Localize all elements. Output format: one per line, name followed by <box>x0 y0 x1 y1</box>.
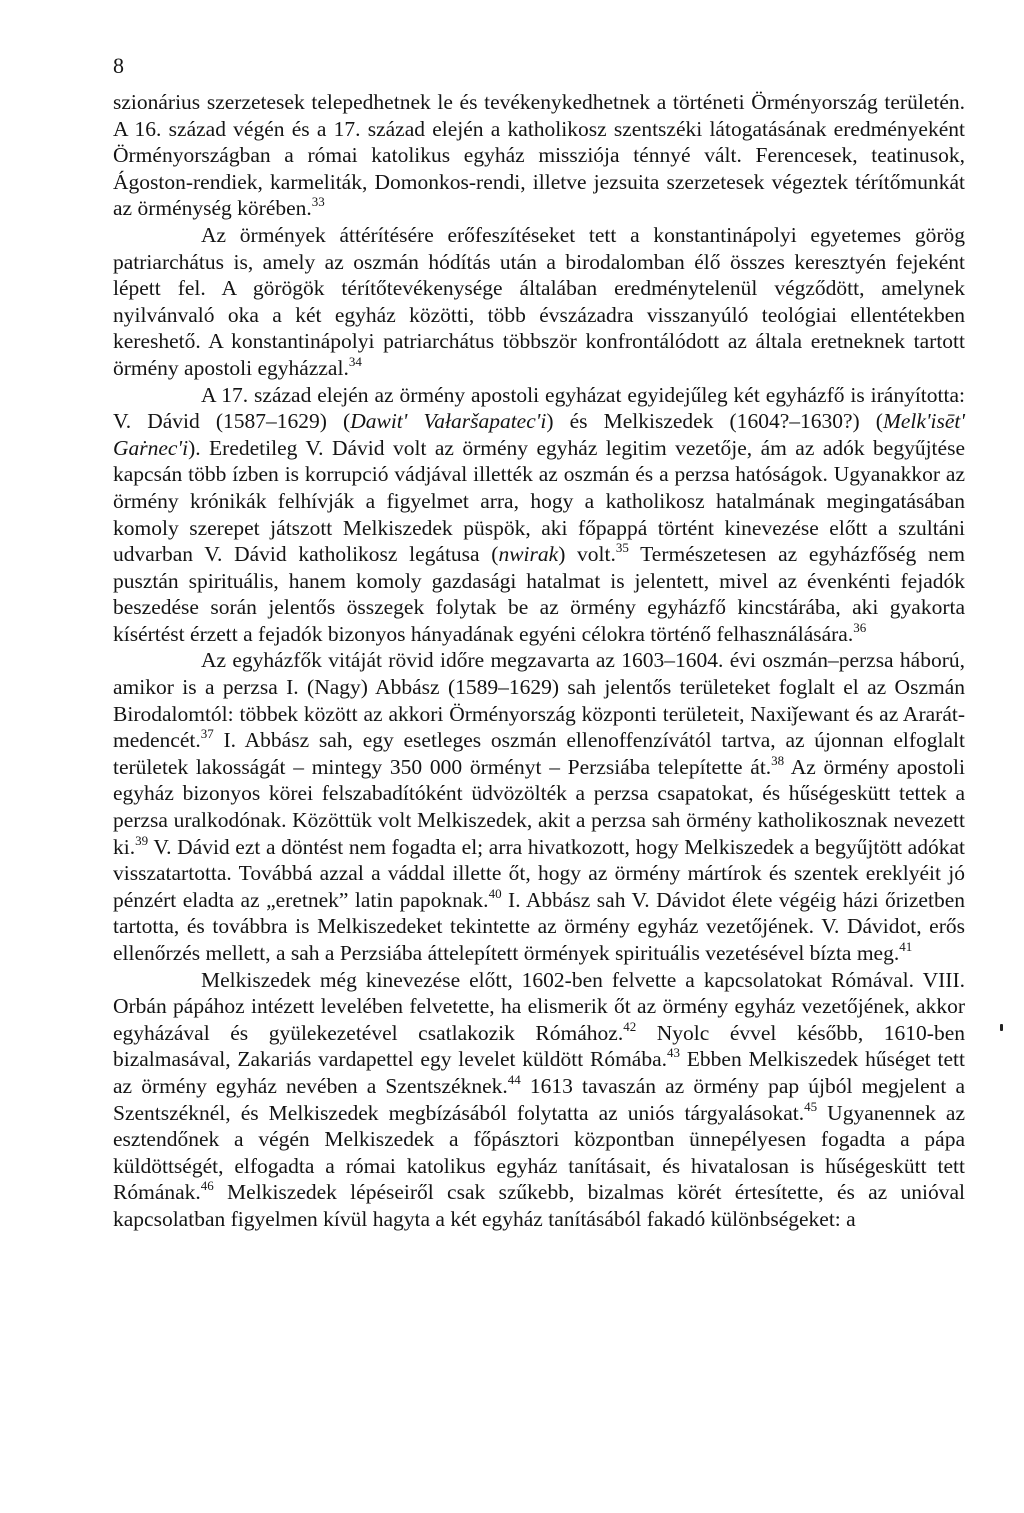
italic-term: Dawit' Vałaršapatec'i <box>350 409 547 434</box>
text-run: Nyolc évvel később, 1610-ben bizalmasával, Zakariás vardapettel egy levelet küldött Rómába. <box>113 1020 965 1072</box>
footnote-ref: 33 <box>311 194 325 210</box>
footnote-ref: 36 <box>853 619 867 635</box>
footnote-ref: 39 <box>135 832 149 848</box>
footnote-ref: 37 <box>200 726 214 742</box>
text-run: Ugyanennek az esztendőnek a végén Melkiszedek a főpásztori központban ünnepélyesen fogadta a pápa küldöttségét, elfogadta a római katolikus egyház tanításait, és hivatalosan is hűségeskütt tett Rómának. <box>113 1100 966 1205</box>
italic-term: Melk'isēt' Gaṙnec'i <box>113 409 966 460</box>
text-run: Melkiszedek még kinevezése előtt, 1602-ben felvette a kapcsolatokat Rómával. VIII. Orbán pápához intézett levelében felvetette, ha elismerik őt az örmény egyház vezetőjének, akkor egyházával és gyülekezetével csatlakozik Rómához. <box>113 967 965 1045</box>
paragraph <box>113 89 965 222</box>
footnote-ref: 42 <box>623 1018 637 1034</box>
paragraph <box>113 647 965 966</box>
text-run: Az örmény apostoli egyház bizonyos körei felszabadítóként üdvözölték a perzsa csapatokat, és hűségeskütt tettek a perzsa uralkodónak. Közöttük volt Melkiszedek, akit a perzsa sah örmény katholikosznak nevezett ki. <box>113 754 965 859</box>
footnote-ref: 43 <box>667 1045 680 1061</box>
page-number: 8 <box>113 53 124 78</box>
text-run: Ebben Melkiszedek hűséget tett az örmény egyház nevében a Szentszéknek. <box>113 1047 965 1098</box>
text-run: ) és Melkiszedek (1604?–1630?) ( <box>546 409 883 434</box>
paragraph <box>113 222 965 382</box>
text-run: Az örmények áttérítésére erőfeszítéseket tett a konstantinápolyi egyetemes görög patriarchátus is, amely az oszmán hódítás után a birodalomban élő összes keresztyén fejeként lépett fel. A görögök térítőtevékenysége általában eredménytelenül végződött, amelynek nyilvánvaló oka a két egyház közötti, több évszázadra visszanyúló teológiai ellentétekben kereshető. A konstantinápolyi patriarchátus többször konfrontálódott az általa eretneknek tartott örmény apostoli egyházzal. <box>113 222 965 380</box>
stray-ink-mark <box>1000 1024 1003 1031</box>
footnote-ref: 46 <box>200 1178 214 1194</box>
paragraph <box>113 382 965 648</box>
text-run: A 17. század elején az örmény apostoli egyházat egyidejűleg két egyházfő is irányította: V. Dávid (1587–1629) ( <box>113 382 965 434</box>
text-run: I. Abbász sah, egy esetleges oszmán ellenoffenzívától tartva, az újonnan elfoglalt területek lakosságát – mintegy 350 000 örményt – Perzsiába telepítette át. <box>113 728 965 779</box>
text-run: ). Eredetileg V. Dávid volt az örmény egyház legitim vezetője, ám az adók begyűjtése kapcsán több ízben is korrupció vádjával illették az oszmán és a perzsa hatóságok. Ugyanakkor az örmény krónikák felhívják a figyelmet arra, hogy a katholikosz hatalmának megingatásában komoly szerepet játszott Melkiszedek püspök, aki főpappá történt kinevezése előtt a szultáni udvarban V. Dávid katholikosz legátusa ( <box>113 435 965 567</box>
paragraph <box>113 967 965 1233</box>
text-run: szionárius szerzetesek telepedhetnek le és tevékenykedhetnek a történeti Örményország területén. A 16. század végén és a 17. század elején a katholikosz szentszéki látogatásának eredményeként Örményországban a római katolikus egyház missziója ténnyé vált. Ferencesek, teatinusok, Ágoston-rendiek, karmeliták, Domonkos-rendi, illetve jezsuita szerzetesek végeztek térítőmunkát az örménység körében. <box>113 90 965 221</box>
text-run: V. Dávid ezt a döntést nem fogadta el; arra hivatkozott, hogy Melkiszedek a begyűjtött adókat visszatartotta. Továbbá azzal a váddal illette őt, hogy az örmény mártírok és szentek ereklyéit jó pénzért eladta az „eretnek” latin papoknak. <box>113 834 965 912</box>
footnote-ref: 41 <box>899 939 913 954</box>
italic-term: nwirak <box>498 542 559 567</box>
footnote-ref: 35 <box>615 540 629 556</box>
text-run: ) volt. <box>558 542 616 567</box>
footnote-ref: 38 <box>771 752 785 768</box>
footnote-ref: 40 <box>488 885 502 901</box>
body-text <box>113 89 965 1233</box>
text-run: Az egyházfők vitáját rövid időre megzavarta az 1603–1604. évi oszmán–perzsa háború, amikor is a perzsa I. (Nagy) Abbász (1589–1629) sah jelentős területeket foglalt el az Oszmán Birodalomtól: többek között az akkori Örményország központi területeit, Naxiǰewant és az Ararát-medencét. <box>113 648 965 753</box>
text-run: Természetesen az egyházfőség nem pusztán spirituális, hanem komoly gazdasági hatalmat is jelentett, mivel az évenkénti fejadók beszedése során jelentős összegek folytak be az örmény egyházfő kincstárába, aki gyakorta kísértést érzett a fejadók bizonyos hányadának egyéni célokra történő felhasználására. <box>113 542 965 646</box>
footnote-ref: 45 <box>804 1098 818 1114</box>
footnote-ref: 44 <box>507 1071 521 1087</box>
footnote-ref: 34 <box>348 353 362 369</box>
text-run: 1613 tavaszán az örmény pap újból megjelent a Szentszéknél, és Melkiszedek megbízásából folytatta az uniós tárgyalásokat. <box>113 1073 965 1125</box>
text-run: I. Abbász sah V. Dávidot élete végéig házi őrizetben tartotta, és továbbra is Melkiszedeket tekintette az örmény egyház vezetőjének. V. Dávidot, erős ellenőrzés mellett, a sah a Perzsiába áttelepített örmények spirituális vezetésével bízta meg. <box>113 887 965 965</box>
text-run: Melkiszedek lépéseiről csak szűkebb, bizalmas körét értesítette, és az unióval kapcsolatban figyelmen kívül hagyta a két egyház tanításából fakadó különbségeket: a <box>113 1180 965 1231</box>
